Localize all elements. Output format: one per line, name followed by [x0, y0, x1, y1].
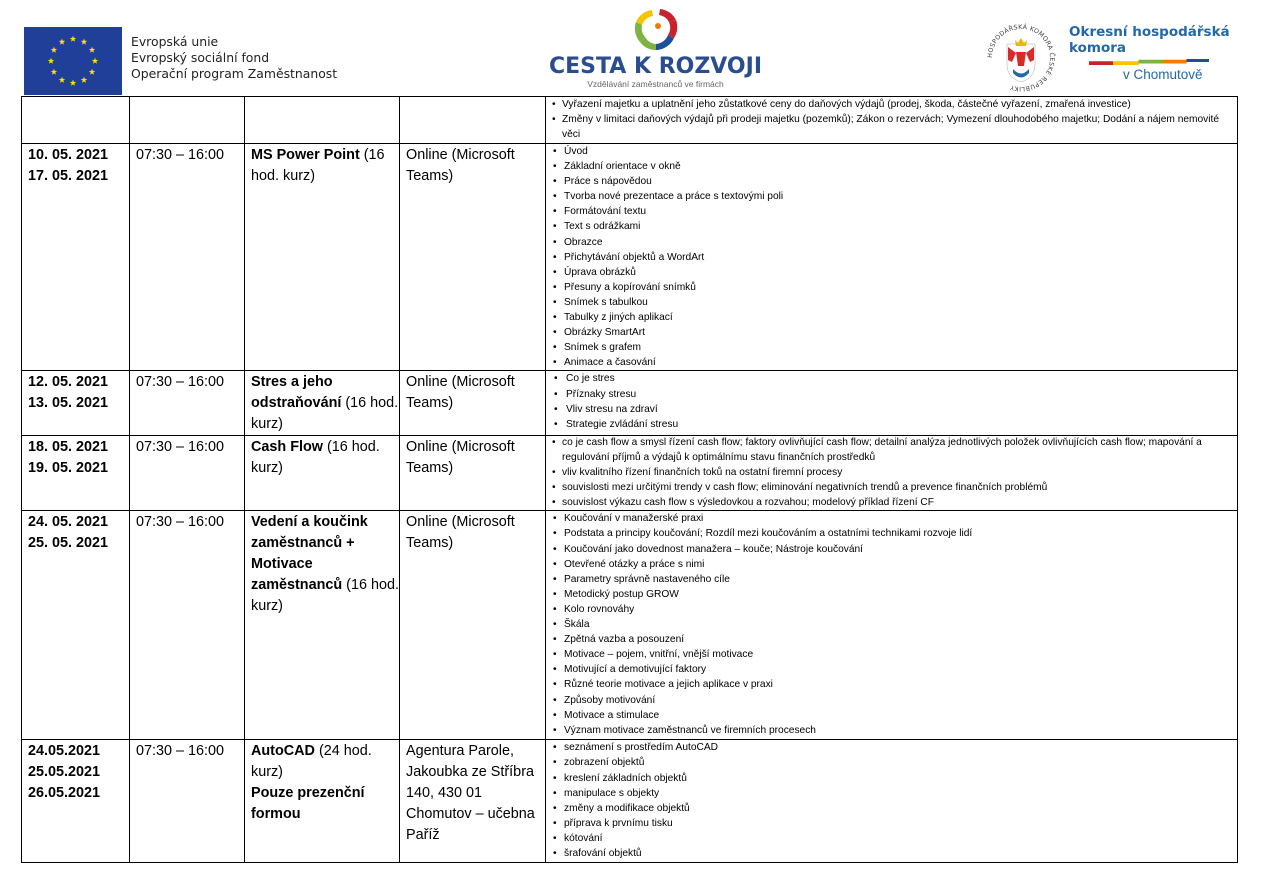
course-location: Online (Microsoft Teams): [406, 514, 515, 552]
course-date: 10. 05. 2021: [28, 147, 109, 163]
course-date: 13. 05. 2021: [28, 395, 109, 412]
topic-item: • Přichytávání objektů a WordArt: [552, 250, 1237, 265]
course-time: 07:30 – 16:00: [136, 514, 225, 531]
table-row: [22, 144, 1238, 371]
topic-item: • Motivující a demotivující faktory: [552, 662, 1237, 677]
topic-item: • Animace a časování: [552, 355, 1237, 370]
date-cell: [22, 371, 130, 436]
course-cell: [245, 371, 400, 436]
topic-item: • Základní orientace v okně: [552, 159, 1237, 174]
course-time: 07:30 – 16:00: [136, 147, 225, 163]
eu-flag-logo: [24, 27, 122, 95]
location-cell: [400, 97, 546, 144]
course-cell: [245, 436, 400, 511]
course-date: 19. 05. 2021: [28, 460, 109, 477]
table-row: [22, 97, 1238, 144]
topic-item: • změny a modifikace objektů: [552, 801, 1237, 816]
topic-item: • Strategie zvládání stresu: [552, 417, 1237, 432]
course-date: 24. 05. 2021: [28, 514, 109, 531]
topic-item: • zobrazení objektů: [552, 755, 1237, 770]
topic-item: • Otevřené otázky a práce s nimi: [552, 557, 1237, 572]
topic-item: • Formátování textu: [552, 204, 1237, 219]
course-date: 12. 05. 2021: [28, 374, 109, 391]
course-schedule-table: [21, 96, 1238, 863]
cesta-puzzle-icon: [630, 6, 682, 52]
eu-line: Operační program Zaměstnanost: [131, 66, 338, 81]
course-date: 18. 05. 2021: [28, 439, 109, 456]
course-duration: (16 hod. kurz): [251, 439, 380, 477]
eu-stars-icon: [24, 27, 122, 95]
course-duration: (24 hod. kurz): [251, 743, 372, 781]
table-row: [22, 740, 1238, 863]
course-location: Online (Microsoft Teams): [406, 147, 515, 184]
topic-item: • Podstata a principy koučování; Rozdíl mezi koučováním a ostatními technikami rozvoje lidí: [552, 526, 1237, 541]
ohk-logo: [985, 22, 1245, 94]
topic-item: • co je cash flow a smysl řízení cash flow; faktory ovlivňující cash flow; detailní analýza jednotlivých položek ovlivňujících cash flow; mapování a regulování příjmů a výdajů k optimálnímu stavu finančních prostředků: [552, 436, 1237, 466]
time-cell: [130, 511, 245, 740]
topic-item: • Co je stres: [552, 371, 1237, 386]
topic-list: [552, 371, 1237, 432]
topic-item: • Škála: [552, 617, 1237, 632]
location-cell: [400, 436, 546, 511]
page-header: [0, 0, 1267, 96]
location-cell: [400, 371, 546, 436]
topic-item: • kreslení základních objektů: [552, 771, 1237, 786]
topic-item: • šrafování objektů: [552, 846, 1237, 861]
table-row: [22, 436, 1238, 511]
course-cell: [245, 511, 400, 740]
topics-cell: [546, 436, 1238, 511]
topic-item: • Zpětná vazba a posouzení: [552, 632, 1237, 647]
cesta-title: CESTA K ROZVOJI: [548, 54, 763, 79]
topic-item: • Parametry správně nastaveného cíle: [552, 572, 1237, 587]
course-name: Vedení a koučink zaměstnanců + Motivace zaměstnanců: [251, 514, 368, 594]
topics-cell: [546, 511, 1238, 740]
topics-cell: [546, 740, 1238, 863]
course-name: Cash Flow: [251, 439, 323, 456]
topic-item: • Vliv stresu na zdraví: [552, 402, 1237, 417]
topic-item: • Vyřazení majetku a uplatnění jeho zůstatkové ceny do daňových výdajů (prodej, škoda, částečné vyřazení, zmařená investice): [552, 97, 1237, 112]
topic-item: • Tvorba nové prezentace a práce s textovými poli: [552, 189, 1237, 204]
topic-list: [552, 97, 1237, 142]
topic-item: • vliv kvalitního řízení finančních toků na ostatní firemní procesy: [552, 466, 1237, 481]
eu-line: Evropský sociální fond: [131, 50, 270, 65]
chamber-seal-icon: [985, 22, 1057, 94]
topic-item: • Snímek s grafem: [552, 340, 1237, 355]
time-cell: [130, 436, 245, 511]
course-date: 17. 05. 2021: [28, 168, 109, 184]
topic-item: • Práce s nápovědou: [552, 174, 1237, 189]
course-note: Pouze prezenční formou: [251, 785, 365, 823]
topic-item: • Motivace – pojem, vnitřní, vnější motivace: [552, 647, 1237, 662]
color-bar-segment: [1139, 60, 1163, 64]
eu-line: Evropská unie: [131, 34, 219, 49]
course-date: 24.05.2021: [28, 743, 101, 760]
cesta-k-rozvoji-logo: [548, 6, 763, 96]
topic-item: • Různé teorie motivace a jejich aplikace v praxi: [552, 677, 1237, 692]
topic-item: • manipulace s objekty: [552, 786, 1237, 801]
topic-item: • Příznaky stresu: [552, 387, 1237, 402]
course-time: 07:30 – 16:00: [136, 374, 225, 391]
location-cell: [400, 511, 546, 740]
course-name: AutoCAD: [251, 743, 315, 760]
topics-cell: [546, 371, 1238, 436]
topic-item: • Obrazce: [552, 235, 1237, 250]
course-cell: [245, 144, 400, 371]
topic-list: [552, 144, 1237, 370]
course-time: 07:30 – 16:00: [136, 743, 225, 760]
course-duration: (16 hod. kurz): [251, 577, 399, 615]
topic-item: • Snímek s tabulkou: [552, 295, 1237, 310]
topic-item: • Text s odrážkami: [552, 219, 1237, 234]
date-cell: [22, 144, 130, 371]
course-location: Agentura Parole, Jakoubka ze Stříbra 140, 430 01 Chomutov – učebna Paříž: [406, 743, 535, 844]
course-name: Stres a jeho odstraňování: [251, 374, 342, 412]
topic-item: • Obrázky SmartArt: [552, 325, 1237, 340]
course-location: Online (Microsoft Teams): [406, 439, 515, 477]
color-bar-segment: [1163, 60, 1187, 64]
date-cell: [22, 511, 130, 740]
course-cell: [245, 97, 400, 144]
topic-item: • Koučování jako dovednost manažera – kouče; Nástroje koučování: [552, 542, 1237, 557]
course-time: 07:30 – 16:00: [136, 439, 225, 456]
topic-item: • Změny v limitaci daňových výdajů při prodeji majetku (pozemků); Zákon o rezervách; Vymezení dlouhodobého majetku; Dodání a nájem nemovité věci: [552, 112, 1237, 142]
location-cell: [400, 740, 546, 863]
topics-cell: [546, 144, 1238, 371]
time-cell: [130, 371, 245, 436]
topic-item: • kótování: [552, 831, 1237, 846]
eu-logo-text: [131, 34, 337, 82]
seal-text: HOSPODÁŘSKÁ KOMORA ČESKÉ REPUBLIKY: [986, 23, 1056, 93]
table-row: [22, 511, 1238, 740]
date-cell: [22, 436, 130, 511]
color-bar-segment: [1089, 61, 1113, 65]
topic-item: • Kolo rovnováhy: [552, 602, 1237, 617]
course-cell: [245, 740, 400, 863]
course-date: 25.05.2021: [28, 764, 101, 781]
topic-item: • příprava k prvnímu tisku: [552, 816, 1237, 831]
ohk-name: Okresní hospodářská komora: [1069, 24, 1230, 56]
ohk-color-bar: [1069, 59, 1229, 65]
table-row: [22, 371, 1238, 436]
ohk-city: v Chomutově: [1123, 67, 1203, 82]
topic-item: • Motivace a stimulace: [552, 708, 1237, 723]
course-duration: (16 hod. kurz): [251, 395, 399, 433]
course-location: Online (Microsoft Teams): [406, 374, 515, 412]
topic-item: • Přesuny a kopírování snímků: [552, 280, 1237, 295]
topic-item: • Způsoby motivování: [552, 693, 1237, 708]
date-cell: [22, 97, 130, 144]
topic-list: [552, 511, 1237, 737]
topic-item: • Úvod: [552, 144, 1237, 159]
topic-item: • Tabulky z jiných aplikací: [552, 310, 1237, 325]
topic-list: [552, 740, 1237, 861]
color-bar-segment: [1187, 59, 1210, 62]
topic-item: • Úprava obrázků: [552, 265, 1237, 280]
topic-list: [552, 436, 1237, 510]
topic-item: • Význam motivace zaměstnanců ve firemních procesech: [552, 723, 1237, 738]
course-name: MS Power Point: [251, 147, 360, 163]
topics-cell: [546, 97, 1238, 144]
color-bar-segment: [1113, 61, 1139, 65]
time-cell: [130, 144, 245, 371]
location-cell: [400, 144, 546, 371]
course-duration: (16 hod. kurz): [251, 147, 385, 184]
date-cell: [22, 740, 130, 863]
cesta-subtitle: Vzdělávání zaměstnanců ve firmách: [587, 79, 724, 89]
topic-item: • Metodický postup GROW: [552, 587, 1237, 602]
topic-item: • souvislosti mezi určitými trendy v cash flow; eliminování negativních trendů a prevence finančních problémů: [552, 481, 1237, 496]
topic-item: • souvislost výkazu cash flow s výsledovkou a rozvahou; modelový příklad řízení CF: [552, 496, 1237, 511]
time-cell: [130, 740, 245, 863]
course-date: 26.05.2021: [28, 785, 101, 802]
topic-item: • seznámení s prostředím AutoCAD: [552, 740, 1237, 755]
course-date: 25. 05. 2021: [28, 535, 109, 552]
time-cell: [130, 97, 245, 144]
topic-item: • Koučování v manažerské praxi: [552, 511, 1237, 526]
